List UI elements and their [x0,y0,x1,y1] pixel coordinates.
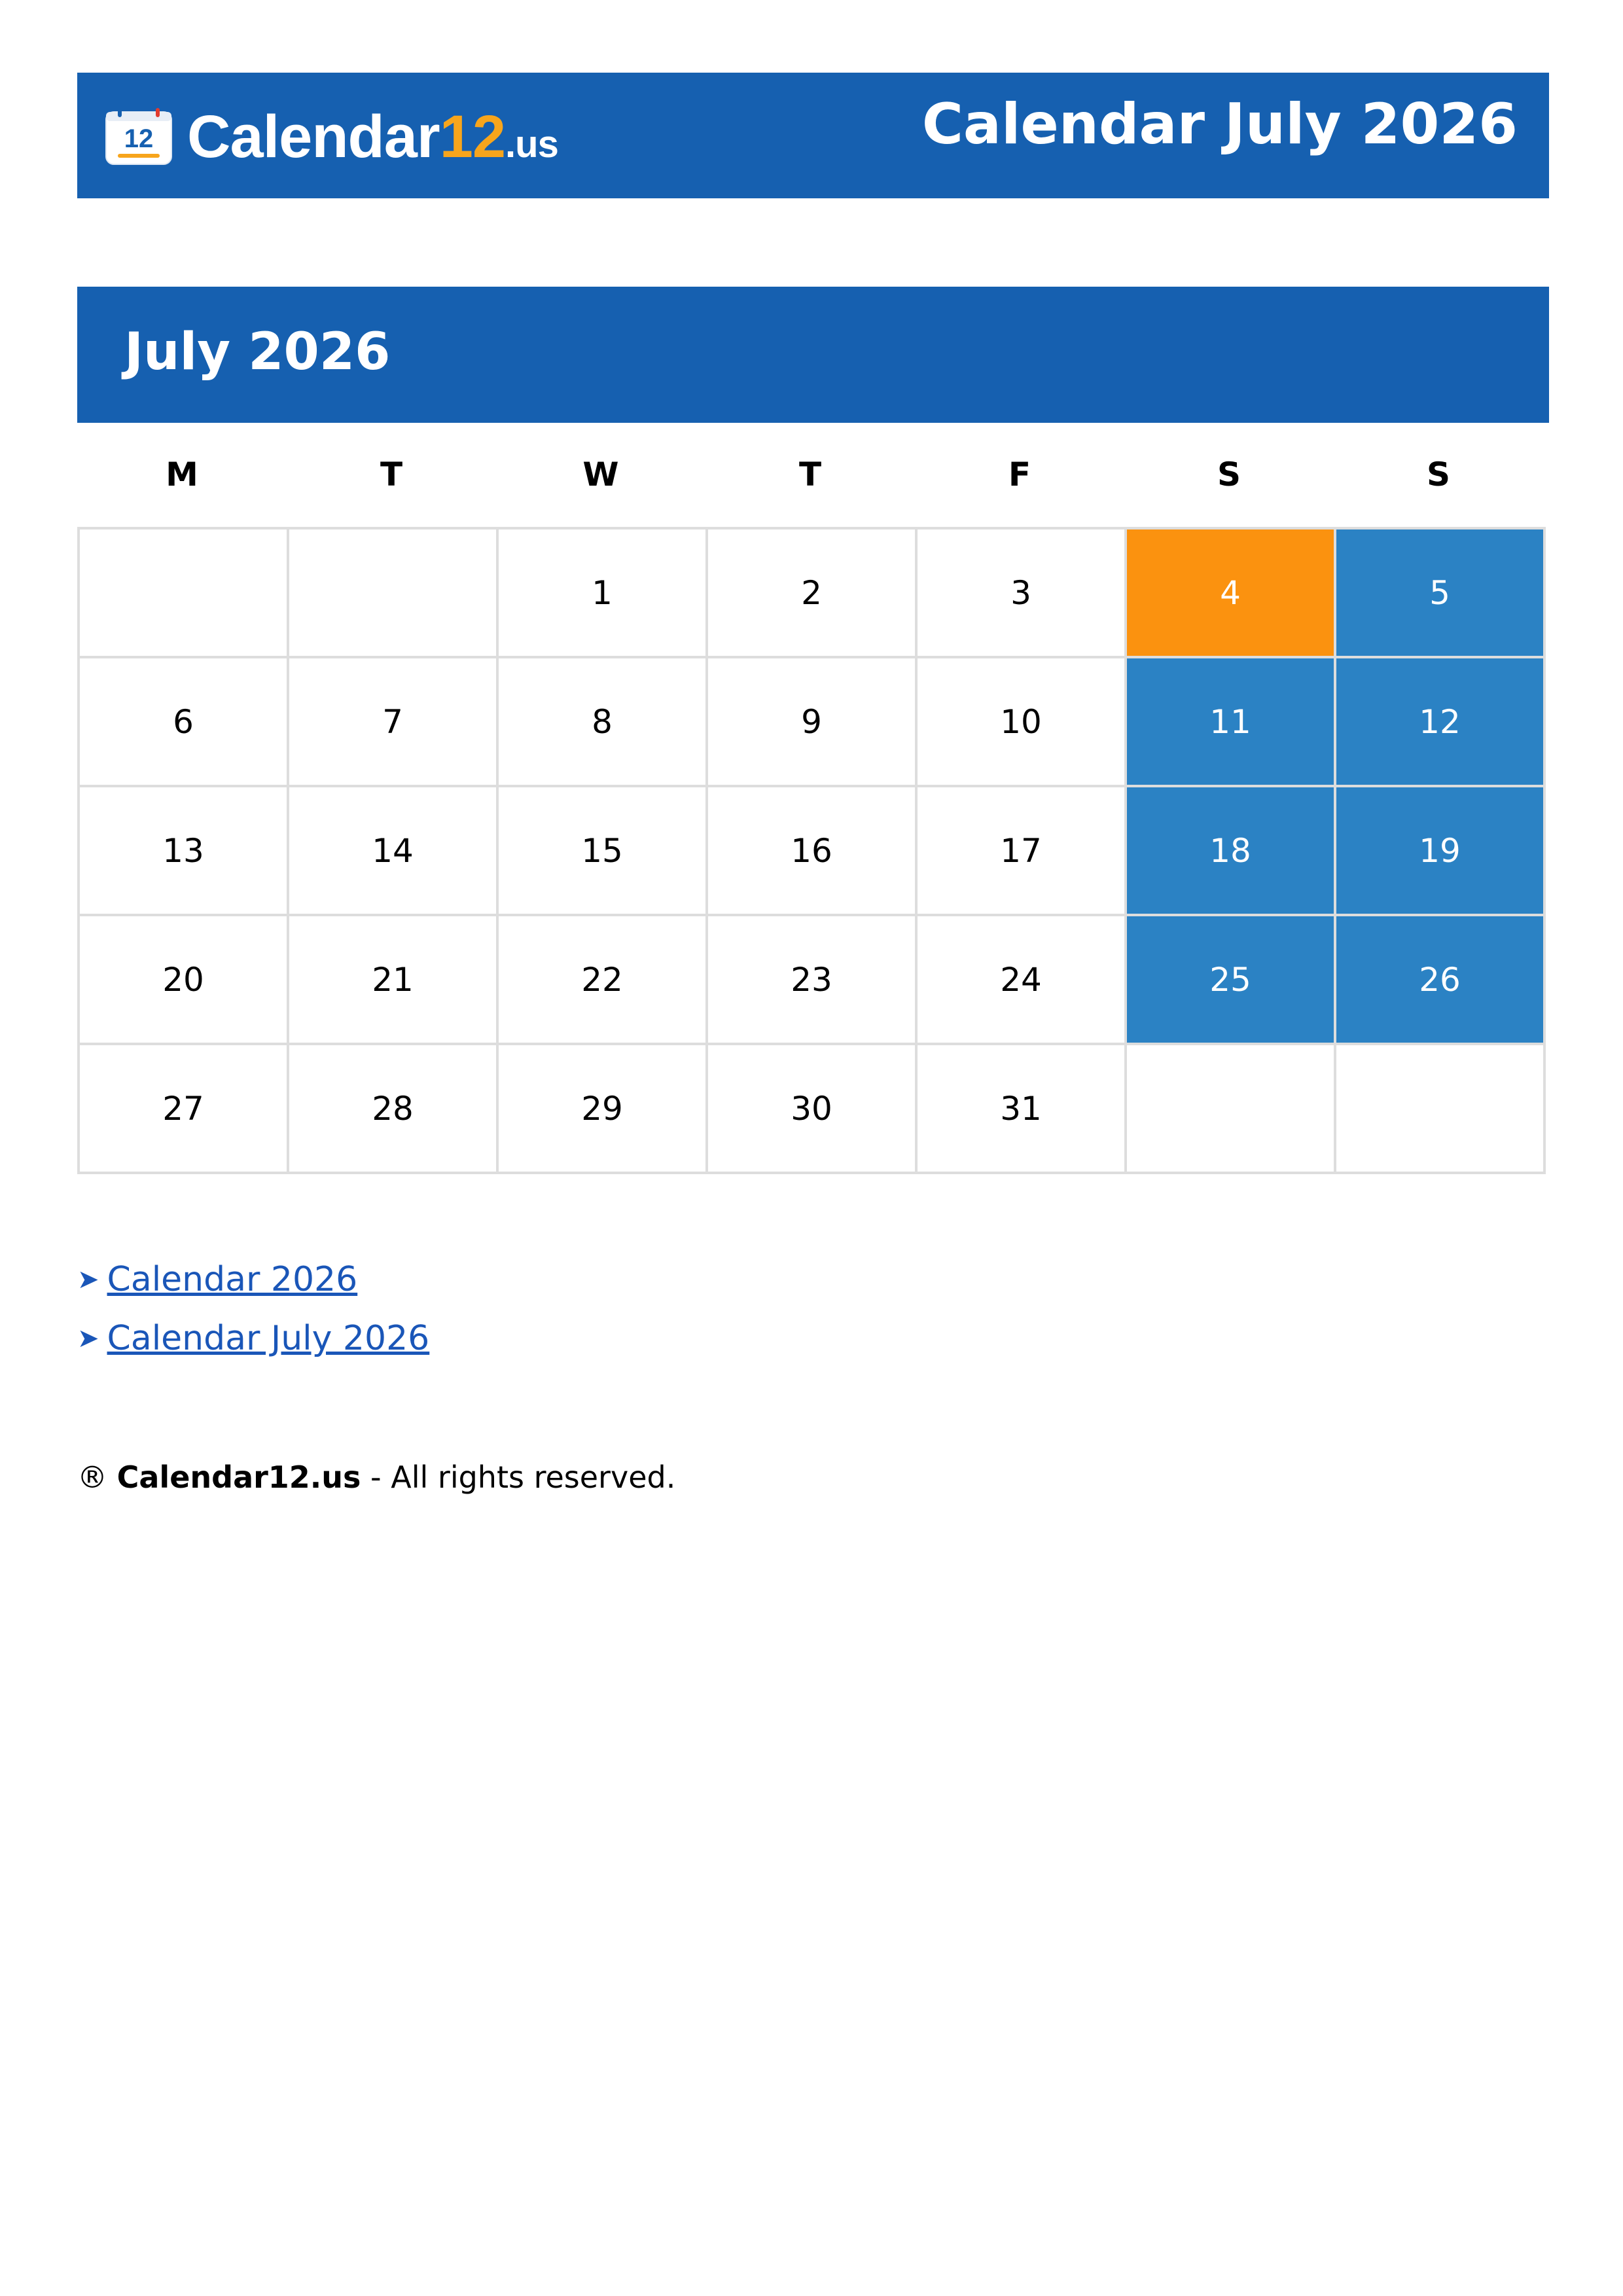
calendar-day: 29 [497,1044,707,1173]
calendar-day-weekend: 19 [1335,786,1544,915]
calendar-grid [77,527,1546,1174]
calendar-logo-icon [105,108,173,166]
related-links [77,1250,429,1368]
link-calendar-july-2026[interactable]: Calendar July 2026 [107,1319,430,1358]
weekday-fri: F [1008,456,1031,493]
arrow-right-icon: ➤ [77,1323,99,1354]
calendar-day: 16 [707,786,916,915]
logo-text: Calendar [187,103,440,170]
logo-tld: .us [505,123,558,166]
calendar-day: 21 [288,915,497,1044]
calendar-week [79,786,1544,915]
calendar-day: 24 [916,915,1126,1044]
calendar-day-weekend: 26 [1335,915,1544,1044]
link-calendar-2026[interactable]: Calendar 2026 [107,1260,358,1299]
weekday-sat: S [1217,456,1241,493]
site-header [77,73,1549,198]
logo-number: 12 [439,103,506,170]
link-item [77,1250,429,1309]
calendar-day-holiday: 4 [1126,528,1335,657]
footer [77,1460,675,1495]
page-title: Calendar July 2026 [921,92,1518,157]
weekday-header-row [77,452,1543,497]
weekday-tue: T [380,456,403,493]
svg-text:12: 12 [124,124,154,153]
weekday-sun: S [1426,456,1450,493]
calendar-day-empty [1126,1044,1335,1173]
calendar-day: 2 [707,528,916,657]
logo-wordmark [187,103,558,170]
footer-rights-text: - All rights reserved. [370,1460,676,1495]
calendar-week [79,915,1544,1044]
calendar-day: 3 [916,528,1126,657]
calendar-week [79,528,1544,657]
calendar-week [79,1044,1544,1173]
calendar-day: 23 [707,915,916,1044]
calendar-day-empty [1335,1044,1544,1173]
calendar-day: 20 [79,915,288,1044]
calendar-day: 1 [497,528,707,657]
calendar-day: 10 [916,657,1126,786]
calendar-day: 17 [916,786,1126,915]
site-logo[interactable] [105,105,558,168]
calendar-day: 15 [497,786,707,915]
calendar-day: 8 [497,657,707,786]
calendar-day: 9 [707,657,916,786]
calendar-day: 7 [288,657,497,786]
calendar-day: 30 [707,1044,916,1173]
footer-brand: Calendar12.us [116,1460,361,1495]
calendar-day: 27 [79,1044,288,1173]
calendar-day-weekend: 11 [1126,657,1335,786]
weekday-wed: W [582,456,619,493]
calendar-day-weekend: 18 [1126,786,1335,915]
weekday-thu: T [798,456,822,493]
calendar-day-empty [288,528,497,657]
registered-symbol: ® [77,1460,107,1495]
calendar-day-empty [79,528,288,657]
calendar-day-weekend: 5 [1335,528,1544,657]
calendar-day: 6 [79,657,288,786]
month-banner [77,287,1549,423]
weekday-mon: M [166,456,198,493]
calendar-day-weekend: 25 [1126,915,1335,1044]
calendar-day: 28 [288,1044,497,1173]
calendar-week [79,657,1544,786]
arrow-right-icon: ➤ [77,1265,99,1295]
link-item [77,1309,429,1368]
month-title: July 2026 [124,323,391,382]
calendar-day: 22 [497,915,707,1044]
calendar-day: 13 [79,786,288,915]
calendar-day: 14 [288,786,497,915]
calendar-day-weekend: 12 [1335,657,1544,786]
calendar-day: 31 [916,1044,1126,1173]
